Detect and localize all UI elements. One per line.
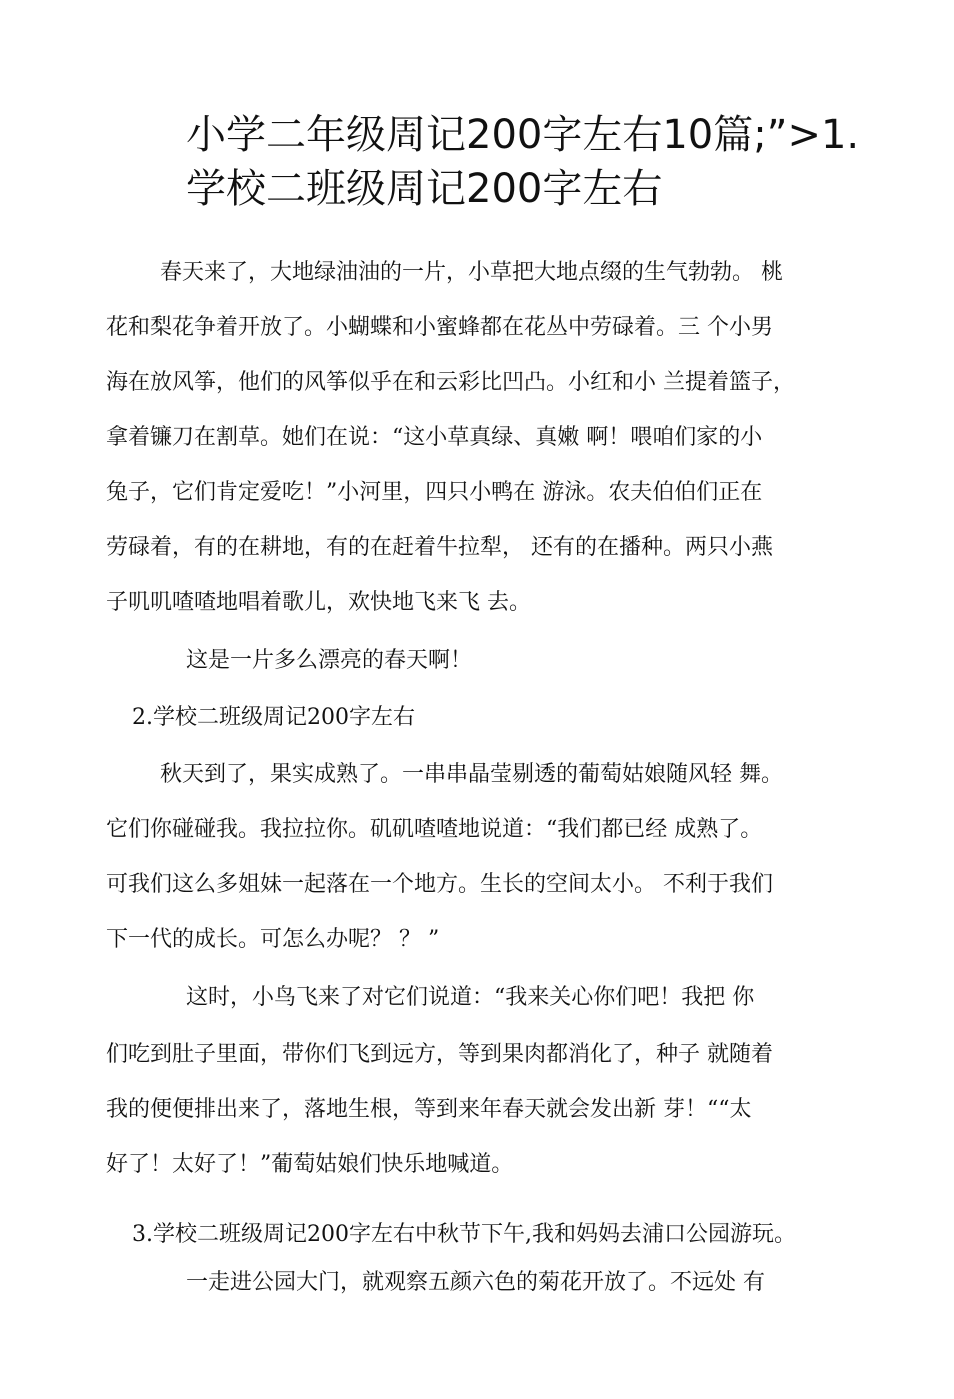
paragraph-line: 花和梨花争着开放了。小蝴蝶和小蜜蜂都在花丛中劳碌着。三 个小男 bbox=[106, 315, 773, 340]
paragraph-line: 它们你碰碰我。我拉拉你。矶矶喳喳地说道：“我们都已经 成熟了。 bbox=[106, 817, 763, 842]
paragraph-line: 一走进公园大门，就观察五颜六色的菊花开放了。不远处 有 bbox=[186, 1270, 765, 1295]
paragraph-line: 劳碌着，有的在耕地，有的在赶着牛拉犁， 还有的在播种。两只小燕 bbox=[106, 535, 773, 560]
paragraph-line: 子叽叽喳喳地唱着歌儿，欢快地飞来飞 去。 bbox=[106, 590, 531, 615]
paragraph-line: 下一代的成长。可怎么办呢？ ？ ” bbox=[106, 927, 440, 952]
paragraph-line: 好了！太好了！”葡萄姑娘们快乐地喊道。 bbox=[106, 1152, 514, 1177]
paragraph-line: 兔子，它们肯定爱吃！”小河里，四只小鸭在 游泳。农夫伯伯们正在 bbox=[106, 480, 763, 505]
paragraph-line: 这时，小鸟飞来了对它们说道：“我来关心你们吧！我把 你 bbox=[186, 985, 755, 1010]
title-line-2: 学校二班级周记200字左右 bbox=[186, 166, 663, 212]
document-title bbox=[186, 108, 886, 216]
section-heading: 3.学校二班级周记200字左右中秋节下午,我和妈妈去浦口公园游玩。 bbox=[132, 1222, 796, 1247]
paragraph-line: 秋天到了，果实成熟了。一串串晶莹剔透的葡萄姑娘随风轻 舞。 bbox=[160, 762, 783, 787]
paragraph-line: 海在放风筝，他们的风筝似乎在和云彩比凹凸。小红和小 兰提着篮子， bbox=[106, 370, 795, 395]
paragraph-line: 这是一片多么漂亮的春天啊！ bbox=[186, 648, 473, 673]
paragraph-line: 可我们这么多姐妹一起落在一个地方。生长的空间太小。 不利于我们 bbox=[106, 872, 773, 897]
title-line-1: 小学二年级周记200字左右10篇;”>1. bbox=[186, 112, 860, 158]
paragraph-line: 我的便便排出来了，落地生根，等到来年春天就会发出新 芽！““太 bbox=[106, 1097, 752, 1122]
section-heading: 2.学校二班级周记200字左右 bbox=[132, 705, 415, 730]
paragraph-line: 拿着镰刀在割草。她们在说：“这小草真绿、真嫩 啊！喂咱们家的小 bbox=[106, 425, 763, 450]
paragraph-line: 们吃到肚子里面，带你们飞到远方，等到果肉都消化了，种子 就随着 bbox=[106, 1042, 773, 1067]
paragraph-line: 春天来了，大地绿油油的一片，小草把大地点缀的生气勃勃。 桃 bbox=[160, 260, 783, 285]
